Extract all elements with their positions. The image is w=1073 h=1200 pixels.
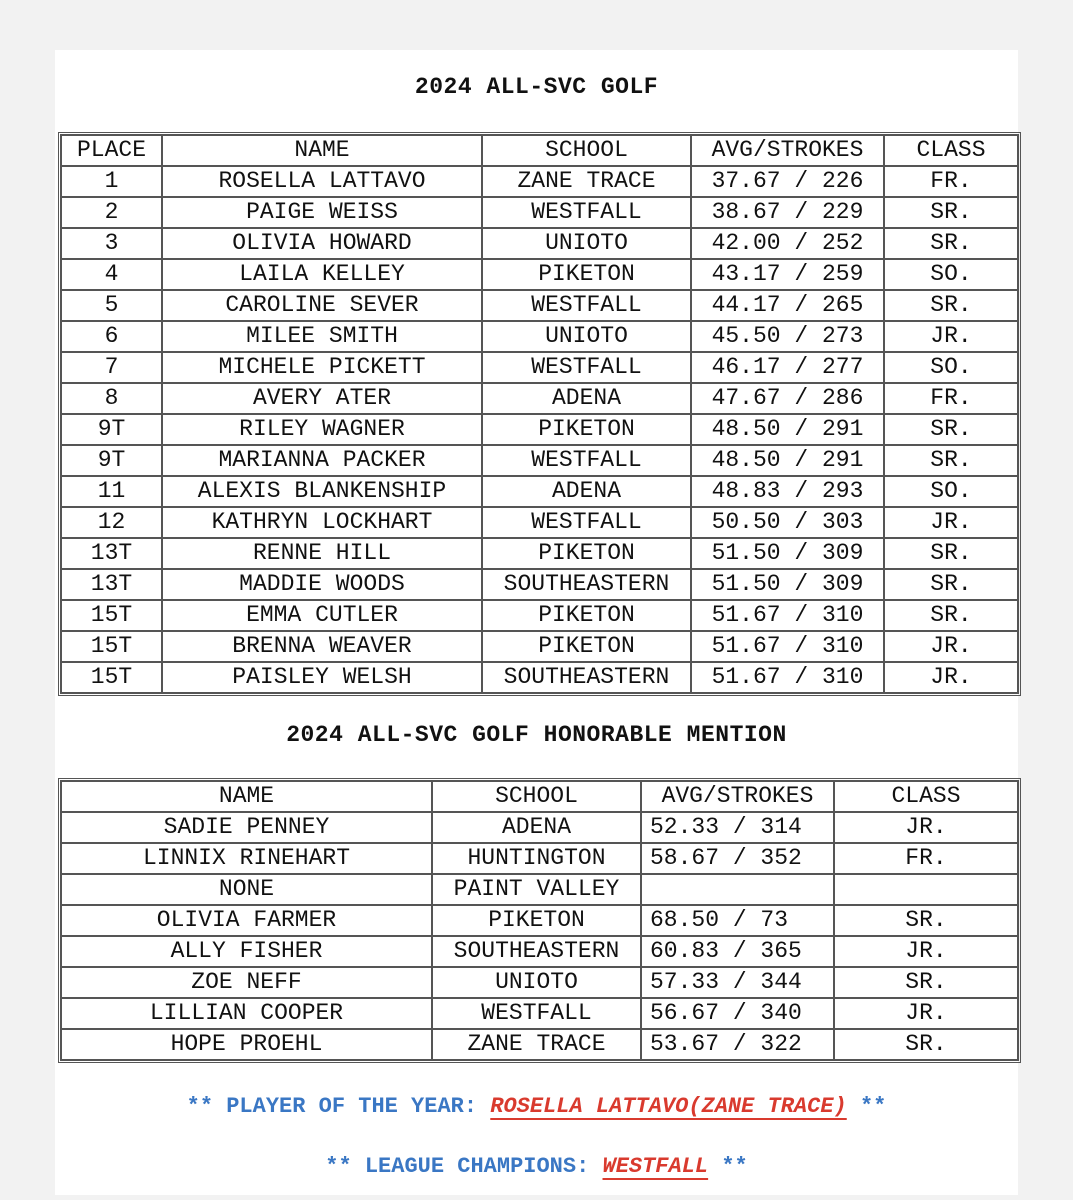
table-cell: CAROLINE SEVER (162, 290, 482, 321)
column-header: CLASS (834, 781, 1018, 812)
table-cell: 51.67 / 310 (691, 600, 884, 631)
table-cell: 51.50 / 309 (691, 569, 884, 600)
table-cell: 53.67 / 322 (641, 1029, 834, 1060)
table-cell: SR. (884, 414, 1018, 445)
column-header: SCHOOL (432, 781, 641, 812)
table-cell: 48.50 / 291 (691, 445, 884, 476)
all-svc-table (58, 132, 1021, 696)
table-cell: ZANE TRACE (482, 166, 691, 197)
table-cell: 1 (61, 166, 162, 197)
champions-label: ** LEAGUE CHAMPIONS: (325, 1154, 603, 1179)
table-cell: LAILA KELLEY (162, 259, 482, 290)
poy-label: ** PLAYER OF THE YEAR: (186, 1094, 491, 1119)
table-cell: ZOE NEFF (61, 967, 432, 998)
honorable-mention-title: 2024 ALL-SVC GOLF HONORABLE MENTION (286, 722, 787, 748)
table-row (61, 476, 1018, 507)
table-cell: 12 (61, 507, 162, 538)
poy-value: ROSELLA LATTAVO(ZANE TRACE) (490, 1094, 847, 1119)
table-cell: PIKETON (482, 414, 691, 445)
table-cell: 51.67 / 310 (691, 662, 884, 693)
table-cell: 9T (61, 445, 162, 476)
table-row (61, 998, 1018, 1029)
table-cell: 15T (61, 600, 162, 631)
table-cell: SOUTHEASTERN (482, 569, 691, 600)
poy-suffix: ** (846, 1094, 887, 1119)
table-row (61, 569, 1018, 600)
table-cell: 11 (61, 476, 162, 507)
table-cell: JR. (884, 662, 1018, 693)
table-cell: PIKETON (482, 631, 691, 662)
table-cell: 42.00 / 252 (691, 228, 884, 259)
table-cell: WESTFALL (482, 290, 691, 321)
table-row (61, 321, 1018, 352)
table-cell: FR. (834, 843, 1018, 874)
table-cell: 48.50 / 291 (691, 414, 884, 445)
table-row (61, 812, 1018, 843)
table-cell: WESTFALL (482, 352, 691, 383)
table-cell: SR. (884, 228, 1018, 259)
table-cell: ADENA (482, 476, 691, 507)
column-header: SCHOOL (482, 135, 691, 166)
table-cell: SR. (884, 445, 1018, 476)
player-of-the-year-line (55, 1094, 1018, 1119)
table-row (61, 1029, 1018, 1060)
table-cell: SR. (884, 600, 1018, 631)
table-cell: 9T (61, 414, 162, 445)
table-cell: 13T (61, 538, 162, 569)
table-cell (641, 874, 834, 905)
table-cell: 37.67 / 226 (691, 166, 884, 197)
column-header: AVG/STROKES (641, 781, 834, 812)
table-cell: KATHRYN LOCKHART (162, 507, 482, 538)
table-cell: 7 (61, 352, 162, 383)
column-header: CLASS (884, 135, 1018, 166)
table-cell: HUNTINGTON (432, 843, 641, 874)
table-cell: 46.17 / 277 (691, 352, 884, 383)
table-row (61, 259, 1018, 290)
table-row (61, 507, 1018, 538)
main-title: 2024 ALL-SVC GOLF (414, 74, 659, 100)
table-cell: ADENA (482, 383, 691, 414)
table-row (61, 445, 1018, 476)
table-cell: 50.50 / 303 (691, 507, 884, 538)
table-row (61, 905, 1018, 936)
table-cell: PIKETON (482, 538, 691, 569)
table-cell: ALLY FISHER (61, 936, 432, 967)
table-cell: 44.17 / 265 (691, 290, 884, 321)
table-cell: PIKETON (482, 600, 691, 631)
table-cell: FR. (884, 383, 1018, 414)
table-row (61, 538, 1018, 569)
honorable-mention-table (58, 778, 1021, 1063)
table-row (61, 414, 1018, 445)
table-cell: ZANE TRACE (432, 1029, 641, 1060)
table-cell: OLIVIA FARMER (61, 905, 432, 936)
table-cell: AVERY ATER (162, 383, 482, 414)
table-cell: SR. (884, 538, 1018, 569)
table-row (61, 352, 1018, 383)
table-cell: ALEXIS BLANKENSHIP (162, 476, 482, 507)
table-cell: 45.50 / 273 (691, 321, 884, 352)
table-cell: 51.50 / 309 (691, 538, 884, 569)
table-cell: FR. (884, 166, 1018, 197)
column-header: NAME (162, 135, 482, 166)
table-cell: JR. (834, 812, 1018, 843)
table-cell: UNIOTO (432, 967, 641, 998)
table-cell: 47.67 / 286 (691, 383, 884, 414)
table-cell: 60.83 / 365 (641, 936, 834, 967)
table-cell: PIKETON (482, 259, 691, 290)
table-cell: SR. (834, 1029, 1018, 1060)
table-cell: 68.50 / 73 (641, 905, 834, 936)
table-cell: WESTFALL (432, 998, 641, 1029)
table-cell: RENNE HILL (162, 538, 482, 569)
column-header: AVG/STROKES (691, 135, 884, 166)
table-cell: PAIGE WEISS (162, 197, 482, 228)
table-row (61, 197, 1018, 228)
table-cell: WESTFALL (482, 445, 691, 476)
table-cell: MILEE SMITH (162, 321, 482, 352)
table-cell: 57.33 / 344 (641, 967, 834, 998)
table-row (61, 631, 1018, 662)
table-cell: 15T (61, 662, 162, 693)
table-row (61, 290, 1018, 321)
table-cell: JR. (834, 936, 1018, 967)
champions-value: WESTFALL (602, 1154, 709, 1179)
table-cell: 58.67 / 352 (641, 843, 834, 874)
table-cell: OLIVIA HOWARD (162, 228, 482, 259)
table-cell: 13T (61, 569, 162, 600)
table-cell: WESTFALL (482, 507, 691, 538)
table-cell: SR. (884, 197, 1018, 228)
table-cell: BRENNA WEAVER (162, 631, 482, 662)
table-cell: ADENA (432, 812, 641, 843)
table-cell: PAISLEY WELSH (162, 662, 482, 693)
table-cell: 52.33 / 314 (641, 812, 834, 843)
table-cell: MARIANNA PACKER (162, 445, 482, 476)
table-row (61, 843, 1018, 874)
table-cell: JR. (884, 507, 1018, 538)
table-cell: 38.67 / 229 (691, 197, 884, 228)
table-cell: ROSELLA LATTAVO (162, 166, 482, 197)
table-cell: SR. (834, 905, 1018, 936)
table-cell: 48.83 / 293 (691, 476, 884, 507)
table-cell: SOUTHEASTERN (432, 936, 641, 967)
table-row (61, 874, 1018, 905)
table-cell: UNIOTO (482, 321, 691, 352)
table-cell: 51.67 / 310 (691, 631, 884, 662)
table-row (61, 166, 1018, 197)
table-cell: PAINT VALLEY (432, 874, 641, 905)
table-cell: LILLIAN COOPER (61, 998, 432, 1029)
table-row (61, 228, 1018, 259)
table-cell: 56.67 / 340 (641, 998, 834, 1029)
league-champions-line (55, 1154, 1018, 1179)
header-row (61, 135, 1018, 166)
table-cell: JR. (834, 998, 1018, 1029)
table-cell: 5 (61, 290, 162, 321)
table-cell: 15T (61, 631, 162, 662)
table-cell: HOPE PROEHL (61, 1029, 432, 1060)
table-cell: SOUTHEASTERN (482, 662, 691, 693)
table-cell: LINNIX RINEHART (61, 843, 432, 874)
table-cell: SO. (884, 259, 1018, 290)
table-cell: 6 (61, 321, 162, 352)
table-cell: SR. (834, 967, 1018, 998)
table-cell: 4 (61, 259, 162, 290)
table-cell: 43.17 / 259 (691, 259, 884, 290)
table-row (61, 383, 1018, 414)
table-cell: 2 (61, 197, 162, 228)
table-row (61, 967, 1018, 998)
document-page (55, 50, 1018, 1195)
table-cell: MADDIE WOODS (162, 569, 482, 600)
table-cell: SO. (884, 476, 1018, 507)
table-cell: UNIOTO (482, 228, 691, 259)
table-row (61, 662, 1018, 693)
table-cell: 8 (61, 383, 162, 414)
column-header: NAME (61, 781, 432, 812)
table-cell: RILEY WAGNER (162, 414, 482, 445)
table-cell: NONE (61, 874, 432, 905)
table-row (61, 936, 1018, 967)
column-header: PLACE (61, 135, 162, 166)
table-cell: SADIE PENNEY (61, 812, 432, 843)
table-cell: WESTFALL (482, 197, 691, 228)
table-cell: JR. (884, 631, 1018, 662)
table-cell: SR. (884, 290, 1018, 321)
champions-suffix: ** (708, 1154, 748, 1179)
table-cell (834, 874, 1018, 905)
table-cell: JR. (884, 321, 1018, 352)
table-cell: PIKETON (432, 905, 641, 936)
table-cell: 3 (61, 228, 162, 259)
header-row (61, 781, 1018, 812)
table-cell: SR. (884, 569, 1018, 600)
table-row (61, 600, 1018, 631)
table-cell: MICHELE PICKETT (162, 352, 482, 383)
table-cell: EMMA CUTLER (162, 600, 482, 631)
table-cell: SO. (884, 352, 1018, 383)
